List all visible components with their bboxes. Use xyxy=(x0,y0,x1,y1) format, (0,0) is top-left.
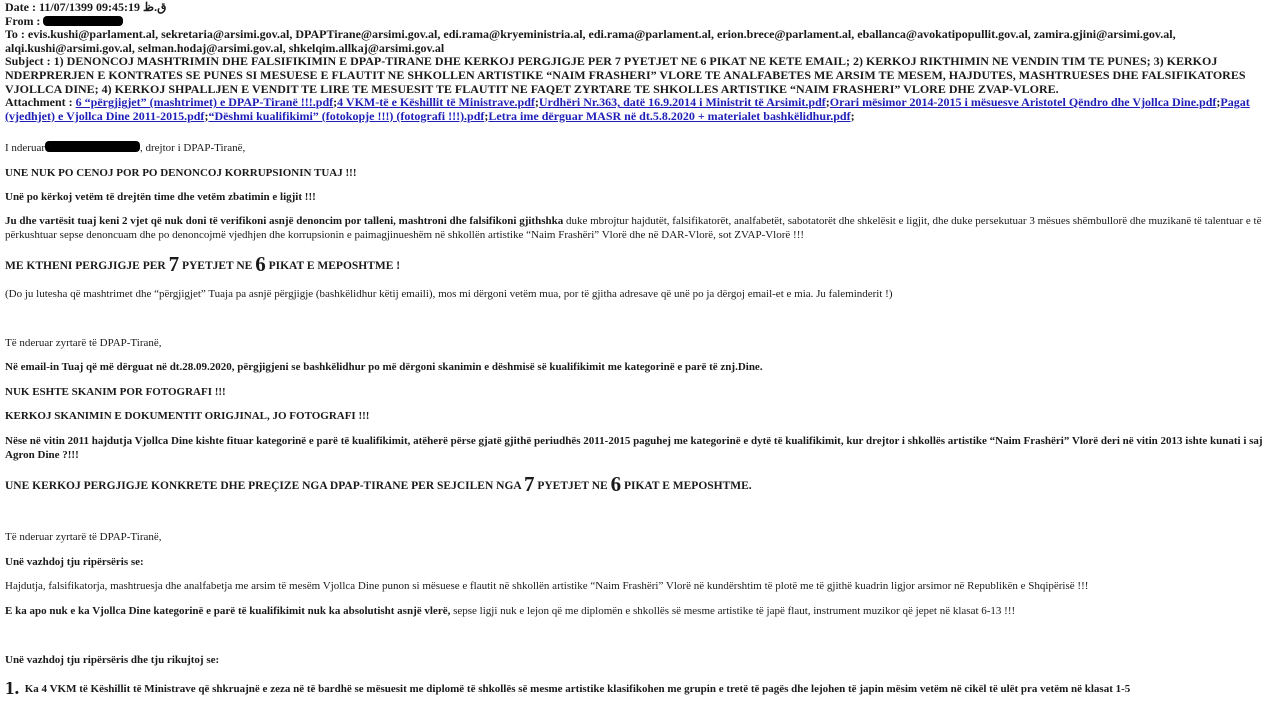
p11-number-1: 7 xyxy=(523,472,535,496)
paragraph-7: Në email-in Tuaj që më dërguat në dt.28.09.2020, përgjigjeni se bashkëlidhur po më dërgoni skanimin e dëshmisë së kualifikimit me kategorinë e parë të znj.Dine. xyxy=(5,361,763,373)
redacted-sender xyxy=(43,16,123,26)
p4-number-2: 6 xyxy=(255,252,266,276)
list-number: 1. xyxy=(5,682,20,696)
paragraph-1: UNE NUK PO CENOJ POR PO DENONCOJ KORRUPSIONIN TUAJ !!! xyxy=(5,167,357,179)
paragraph-12: Të nderuar zyrtarë të DPAP-Tiranë, xyxy=(5,531,162,543)
greeting-pre: I nderuar xyxy=(5,142,46,154)
attachment-link[interactable]: Urdhëri Nr.363, datë 16.9.2014 i Ministrit të Arsimit.pdf xyxy=(538,95,826,110)
paragraph-15-rest: sepse ligji nuk e lejon që me diplomën e shkollës së mesme artistike të japë flaut, instrument muzikor që jepet në klasat 6-13 !!! xyxy=(450,605,1016,617)
paragraph-4 xyxy=(5,252,1275,276)
attachment-label: Attachment : xyxy=(5,95,73,110)
p11-text-c: PIKAT E MEPOSHTME. xyxy=(621,480,752,492)
p4-number-1: 7 xyxy=(168,252,180,276)
paragraph-5: (Do ju lutesha që mashtrimet dhe “përgjigjet” Tuaja pa asnjë përgjigje (bashkëlidhur këtij emaili), mos mi dërgoni vetëm mua, por të gjitha adresave që unë po ja dërgoj email-et e mia. Ju faleminderit !) xyxy=(5,288,893,300)
attachment-row: Attachment : 6 “përgjigjet” (mashtrimet) e DPAP-Tiranë !!!.pdf;4 VKM-të e Këshillit të Ministrave.pdf;Urdhëri Nr.363, datë 16.9.2014 i Ministrit të Arsimit.pdf;Orari mësimor 2014-2015 i mësuesve Aristotel Qëndro dhe Vjollca Dine.pdf;Pagat (vjedhjet) e Vjollca Dine 2011-2015.pdf;“Dëshmi kualifikimi” (fotokopje !!!) (fotografi !!!).pdf;Letra ime dërguar MASR në dt.5.8.2020 + materialet bashkëlidhur.pdf; xyxy=(5,95,1250,123)
date-label: Date : xyxy=(5,0,36,14)
subject-value: 1) DENONCOJ MASHTRIMIN DHE FALSIFIKIMIN E DPAP-TIRANE DHE KERKOJ PERGJIGJE PER 7 PYETJET NE 6 PIKAT NE KETE EMAIL; 2) KERKOJ RIKTHIMIN NE VENDIN TIM TE PUNES; 3) KERKOJ NDERPRERJEN E KONTRATES SE PUNES SI MESUESE E FLAUTIT NE SHKOLLEN ARTISTIKE “NAIM FRASHERI” VLORE TE ANALFABETES ME ARSIM TE MESEM, HAJDUTES, MASHTRUESES DHE FALSIFIKATORES VJOLLCA DINE; 4) KERKOJ SHPALLJEN E VENDIT TE LIRE TE MESUESIT TE FLAUTIT NE FAQET ZYRTARE TE SHKOLLES ARTISTIKE “NAIM FRASHERI” VLORE DHE ZVAP-VLORE. xyxy=(5,54,1246,96)
greeting-post: , drejtor i DPAP-Tiranë, xyxy=(140,142,246,154)
paragraph-15-bold: E ka apo nuk e ka Vjollca Dine kategorinë e parë të kualifikimit nuk ka absolutisht asnjë vlerë, xyxy=(5,605,451,617)
from-label: From : xyxy=(5,13,41,28)
to-row xyxy=(5,28,1275,55)
redacted-name xyxy=(45,141,140,152)
attachment-link[interactable]: Pagat (vjedhjet) e Vjollca Dine 2011-2015.pdf xyxy=(5,95,1250,123)
attachment-link[interactable]: Orari mësimor 2014-2015 i mësuesve Aristotel Qëndro dhe Vjollca Dine.pdf xyxy=(829,95,1217,110)
email-document xyxy=(5,0,1275,696)
p11-number-2: 6 xyxy=(610,472,622,496)
p4-text-a: ME KTHENI PERGJIGJE PER xyxy=(5,260,169,272)
p11-text-b: PYETJET NE xyxy=(534,480,611,492)
paragraph-3-bold: Ju dhe vartësit tuaj keni 2 vjet që nuk doni të verifikoni asnjë denoncim por talleni, mashtroni dhe falsifikoni gjithshka xyxy=(5,215,564,227)
paragraph-11 xyxy=(5,472,1275,496)
attachment-link[interactable]: Letra ime dërguar MASR në dt.5.8.2020 + materialet bashkëlidhur.pdf xyxy=(488,108,851,123)
greeting xyxy=(5,141,1275,155)
paragraph-17 xyxy=(5,682,1275,696)
paragraph-3 xyxy=(5,214,1275,242)
paragraph-6: Të nderuar zyrtarë të DPAP-Tiranë, xyxy=(5,337,162,349)
paragraph-3-rest: duke mbrojtur hajdutët, falsifikatorët, analfabetët, sabotatorët dhe shkelësit e ligjit, dhe duke persekutuar 3 mësues shëmbullorë dhe muzikanë të talentuar e të përkushtuar sepse denoncuam dhe po denoncojmë vjedhjen dhe korrupsionin e paimagjinueshëm në shkollën artistike “Naim Frashëri” Vlorë dhe në DAR-Vlorë, sot ZVAP-Vlorë !!! xyxy=(5,215,1262,241)
p4-text-b: PYETJET NE xyxy=(179,260,256,272)
attachment-link[interactable]: 6 “përgjigjet” (mashtrimet) e DPAP-Tiranë !!!.pdf xyxy=(75,95,334,110)
p11-text-a: UNE KERKOJ PERGJIGJE KONKRETE DHE PREÇIZE NGA DPAP-TIRANE PER SEJCILEN NGA xyxy=(5,480,524,492)
date-row xyxy=(5,1,1275,15)
attachment-link[interactable]: “Dëshmi kualifikimi” (fotokopje !!!) (fotografi !!!).pdf xyxy=(208,108,485,123)
paragraph-10: Nëse në vitin 2011 hajdutja Vjollca Dine kishte fituar kategorinë e parë të kualifikimit, atëherë përse gjatë gjithë periudhës 2011-2015 paguhej me kategorinë e dytë të kualifikimit, kur drejtor i shkollës artistike “Naim Frashëri” Vlorë deri në vitin 2013 ishte kunati i saj Agron Dine ?!!! xyxy=(5,435,1263,461)
to-value: evis.kushi@parlament.al, sekretaria@arsimi.gov.al, DPAPTirane@arsimi.gov.al, edi.rama@kryeministria.al, edi.rama@parlament.al, erion.brece@parlament.al, eballanca@avokatipopullit.gov.al, zamira.gjini@arsimi.gov.al, alqi.kushi@arsimi.gov.al, selman.hodaj@arsimi.gov.al, shkelqim.allkaj@arsimi.gov.al xyxy=(5,27,1176,55)
paragraph-13: Unë vazhdoj tju ripërsëris se: xyxy=(5,556,144,568)
email-header xyxy=(5,1,1275,123)
from-row xyxy=(5,15,1275,29)
date-value: 11/07/1399 09:45:19 ق.ظ xyxy=(38,0,167,14)
paragraph-14: Hajdutja, falsifikatorja, mashtruesja dhe analfabetja me arsim të mesëm Vjollca Dine punon si mësuese e flautit në shkollën artistike “Naim Frashëri” Vlorë në kundërshtim të plotë me të gjithë kuadrin ligjor arsimor në Republikën e Shqipërisë !!! xyxy=(5,580,1089,592)
paragraph-9: KERKOJ SKANIMIN E DOKUMENTIT ORIGJINAL, JO FOTOGRAFI !!! xyxy=(5,410,370,422)
list-item-text: Ka 4 VKM të Këshillit të Ministrave që shkruajnë e zeza në të bardhë se mësuesit me diplomë të shkollës së mesme artistike klasifikohen me grupin e tretë të pagës dhe lejohen të japin mësim vetëm në cikël të ulët pra vetëm në klasat 1-5 xyxy=(24,683,1131,695)
paragraph-8: NUK ESHTE SKANIM POR FOTOGRAFI !!! xyxy=(5,386,226,398)
paragraph-16: Unë vazhdoj tju ripërsëris dhe tju rikujtoj se: xyxy=(5,654,220,666)
paragraph-15 xyxy=(5,604,1275,618)
p4-text-c: PIKAT E MEPOSHTME ! xyxy=(265,260,401,272)
subject-row xyxy=(5,55,1275,96)
paragraph-2: Unë po kërkoj vetëm të drejtën time dhe vetëm zbatimin e ligjit !!! xyxy=(5,191,316,203)
subject-label: Subject : xyxy=(5,54,51,69)
attachment-link[interactable]: 4 VKM-të e Këshillit të Ministrave.pdf xyxy=(337,95,535,110)
to-label: To : xyxy=(5,27,25,42)
